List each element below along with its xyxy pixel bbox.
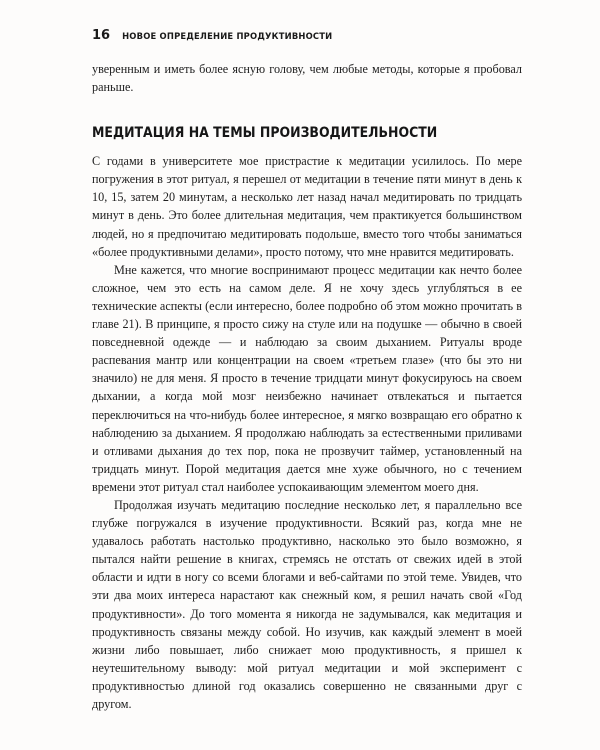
- paragraph-2: Мне кажется, что многие воспринимают процесс медитации как нечто более сложное, чем это есть на самом деле. Я не хочу здесь углубляться в ее технические аспекты (если интересно, более подробно об этом можно прочитать в главе 21). В принципе, я просто сижу на стуле или на подушке — обычно в своей повседневной одежде — и наблюдаю за своим дыханием. Ритуалы вроде распевания мантр или концентрации на своем «третьем глазе» (что бы это ни значило) не для меня. Я просто в течение тридцати минут фокусируюсь на своем дыхании, а когда мой мозг неизбежно начинает отвлекаться и пытается переключиться на что-нибудь более интересное, я мягко возвращаю его обратно к наблюдению за дыханием. Я продолжаю наблюдать за естественными приливами и отливами дыхания до тех пор, пока не прозвучит таймер, установленный на тридцать минут. Порой медитация дается мне хуже обычного, но с течением времени этот ритуал стал наиболее успокаивающим элементом моего дня.: [92, 262, 522, 494]
- running-title: НОВОЕ ОПРЕДЕЛЕНИЕ ПРОДУКТИВНОСТИ: [122, 31, 333, 41]
- paragraph-3: Продолжая изучать медитацию последние несколько лет, я параллельно все глубже погружался в изучение продуктивности. Всякий раз, когда мне не удавалось работать настолько продуктивно, насколько это было возможно, я пытался найти решение в книгах, стремясь не отстать от свежих идей в этой области и идти в ногу со всеми блогами и веб-сайтами по этой теме. Увидев, что эти два моих интереса нарастают как снежный ком, я решил начать свой «Год продуктивности». До того момента я никогда не задумывался, как медитация и продуктивность связаны между собой. Но изучив, как каждый элемент в моей жизни либо повышает, либо снижает мою продуктивность, я пришел к неутешительному выводу: мой ритуал медитации и мой эксперимент с продуктивностью длиной год оказались совершенно не связанными друг с другом.: [92, 497, 522, 711]
- paragraph-1: С годами в университете мое пристрастие к медитации усилилось. По мере погружения в этот ритуал, я перешел от медитации в течение пяти минут в день к 10, 15, затем 20 минутам, а несколько лет назад начал медитировать по тридцать минут в день. Это более длительная медитация, чем практикуется большинством людей, но я предпочитаю медитировать подольше, вместо того чтобы заниматься «более продуктивными делами», просто потому, что мне нравится медитировать.: [92, 154, 522, 259]
- page-number: 16: [92, 28, 111, 43]
- running-head: [92, 28, 522, 46]
- body-text: [92, 60, 522, 713]
- section-heading: МЕДИТАЦИЯ НА ТЕМЫ ПРОИЗВОДИТЕЛЬНОСТИ: [92, 125, 438, 142]
- intro-paragraph: уверенным и иметь более ясную голову, чем любые методы, которые я пробовал раньше.: [92, 62, 522, 95]
